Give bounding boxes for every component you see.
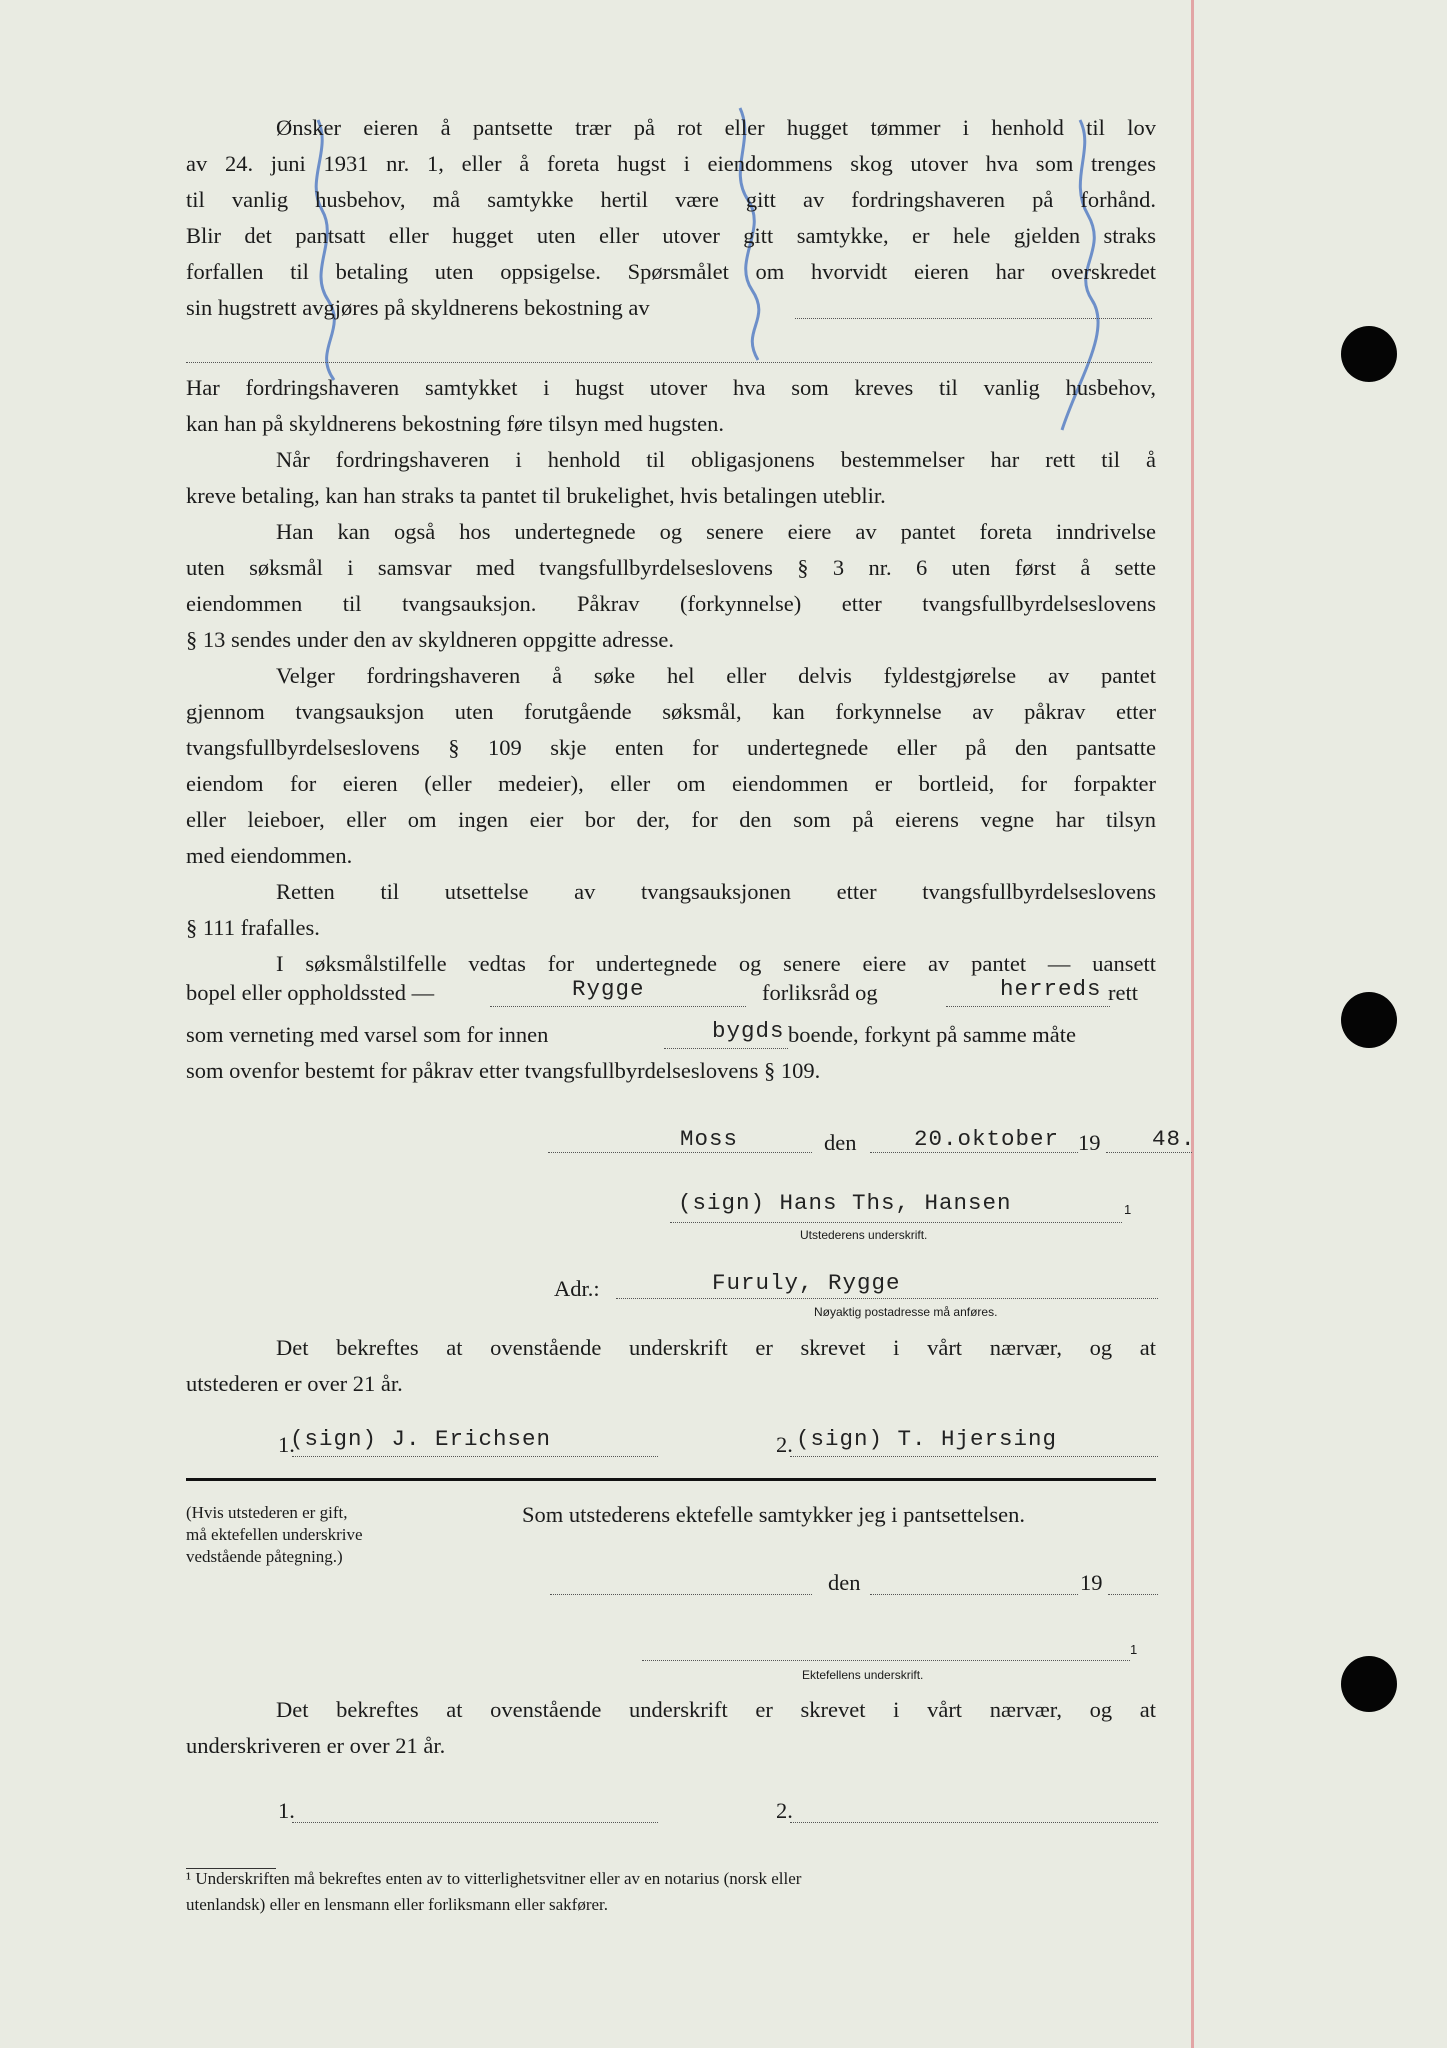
text-line: Velger fordringshaveren å søke hel eller delvis fyldestgjørelse av pantet <box>276 663 1156 688</box>
note-line: vedstående påtegning.) <box>186 1547 343 1566</box>
spouse-consent-text: Som utstederens ektefelle samtykker jeg i pantsettelsen. <box>522 1502 1025 1527</box>
dotted-fill-line <box>1108 1594 1158 1595</box>
signature-line <box>790 1456 1158 1457</box>
spouse-signature-caption: Ektefellens underskrift. <box>802 1668 924 1682</box>
text-line: eller leieboer, eller om ingen eier bor der, for den som på eierens vegne har tilsyn <box>186 807 1156 832</box>
venue-line3: som ovenfor bestemt for påkrav etter tvangsfullbyrdelseslovens § 109. <box>186 1058 821 1083</box>
witness-1-signature: (sign) J. Erichsen <box>290 1426 552 1452</box>
footnote <box>186 1866 1156 1918</box>
dotted-fill-line <box>1106 1152 1192 1153</box>
dotted-fill-line <box>490 1006 746 1007</box>
dotted-fill-line <box>870 1594 1078 1595</box>
place-value: Moss <box>680 1126 739 1152</box>
dotted-fill-line <box>616 1298 1158 1299</box>
text-line: Har fordringshaveren samtykket i hugst utover hva som kreves til vanlig husbehov, <box>186 375 1156 400</box>
venue-court-value: Rygge <box>572 976 645 1002</box>
venue-line-end: rett <box>1108 980 1138 1005</box>
signature-line <box>292 1456 658 1457</box>
address-value: Furuly, Rygge <box>712 1270 901 1296</box>
footnote-line: ¹ Underskriften må bekreftes enten av to vitterlighetsvitner eller av en notarius (norsk eller <box>186 1869 802 1888</box>
text-line: Blir det pantsatt eller hugget uten eller utover gitt samtykke, er hele gjelden straks <box>186 223 1156 248</box>
text-line: Ønsker eieren å pantsette trær på rot eller hugget tømmer i henhold til lov <box>276 115 1156 140</box>
year-prefix: 19 <box>1078 1130 1101 1155</box>
paragraph-spouse-attestation <box>186 1692 1156 1764</box>
witness-1-number: 1. <box>278 1432 295 1457</box>
text-line: Han kan også hos undertegnede og senere eiere av pantet foreta inndrivelse <box>276 519 1156 544</box>
spouse-date-label: den <box>828 1570 861 1595</box>
text-line: eiendommen til tvangsauksjon. Påkrav (forkynnelse) etter tvangsfullbyrdelseslovens <box>186 591 1156 616</box>
text-line: med eiendommen. <box>186 843 353 868</box>
venue-herred-value: herreds <box>1000 976 1102 1002</box>
paragraph-witness-attestation <box>186 1330 1156 1402</box>
signature-line <box>292 1822 658 1823</box>
address-caption: Nøyaktig postadresse må anføres. <box>814 1305 998 1319</box>
note-line: må ektefellen underskrive <box>186 1525 363 1544</box>
footnote-marker: 1 <box>1130 1642 1138 1657</box>
paragraph-supervision <box>186 370 1156 442</box>
witness-2-number: 2. <box>776 1432 793 1457</box>
signature-line <box>790 1822 1158 1823</box>
year-value: 48. <box>1152 1126 1196 1152</box>
issuer-signature-value: (sign) Hans Ths, Hansen <box>678 1190 1012 1216</box>
issuer-signature-caption: Utstederens underskrift. <box>800 1228 928 1242</box>
dotted-fill-line <box>548 1152 812 1153</box>
text-line: eiendom for eieren (eller medeier), eller om eiendommen er bortleid, for forpakter <box>186 771 1156 796</box>
signature-line <box>670 1222 1122 1223</box>
venue-line2-label: som verneting med varsel som for innen <box>186 1022 549 1047</box>
text-line: Det bekreftes at ovenstående underskrift er skrevet i vårt nærvær, og at <box>276 1335 1156 1360</box>
signature-line <box>642 1660 1130 1661</box>
footnote-line: utenlandsk) eller en lensmann eller forliksmann eller sakfører. <box>186 1895 609 1914</box>
paragraph-enforcement <box>186 442 1156 982</box>
section-divider <box>186 1478 1156 1481</box>
text-line: uten søksmål i samsvar med tvangsfullbyrdelseslovens § 3 nr. 6 uten først å sette <box>186 555 1156 580</box>
spouse-year-prefix: 19 <box>1080 1570 1103 1595</box>
dotted-fill-line <box>795 318 1152 319</box>
dotted-fill-line <box>550 1594 812 1595</box>
footnote-marker: 1 <box>1124 1202 1132 1217</box>
venue-line-mid: forliksråd og <box>762 980 878 1005</box>
text-line: forfallen til betaling uten oppsigelse. Spørsmålet om hvorvidt eieren har overskredet <box>186 259 1156 284</box>
text-line: kan han på skyldnerens bekostning føre tilsyn med hugsten. <box>186 411 725 436</box>
text-line: § 13 sendes under den av skyldneren oppgitte adresse. <box>186 627 674 652</box>
text-line: Når fordringshaveren i henhold til obligasjonens bestemmelser har rett til å <box>276 447 1156 472</box>
text-line: av 24. juni 1931 nr. 1, eller å foreta hugst i eiendommens skog utover hva som trenges <box>186 151 1156 176</box>
note-line: (Hvis utstederen er gift, <box>186 1503 348 1522</box>
text-line: til vanlig husbehov, må samtykke hertil være gitt av fordringshaveren på forhånd. <box>186 187 1156 212</box>
text-line: utstederen er over 21 år. <box>186 1371 403 1396</box>
text-line: underskriveren er over 21 år. <box>186 1733 446 1758</box>
paragraph-logging <box>186 110 1156 326</box>
venue-bygd-value: bygds <box>712 1018 785 1044</box>
venue-line-label: bopel eller oppholdssted — <box>186 980 435 1005</box>
address-label: Adr.: <box>554 1276 600 1301</box>
text-line: I søksmålstilfelle vedtas for undertegnede og senere eiere av pantet — uansett <box>276 951 1156 976</box>
dotted-fill-line <box>664 1048 788 1049</box>
text-line: Retten til utsettelse av tvangsauksjonen etter tvangsfullbyrdelseslovens <box>276 879 1156 904</box>
witness-2-signature: (sign) T. Hjersing <box>796 1426 1058 1452</box>
date-label: den <box>824 1130 857 1155</box>
text-line: kreve betaling, kan han straks ta pantet til brukelighet, hvis betalingen uteblir. <box>186 483 886 508</box>
text-line: sin hugstrett avgjøres på skyldnerens bekostning av <box>186 295 650 320</box>
text-line: tvangsfullbyrdelseslovens § 109 skje enten for undertegnede eller på den pantsatte <box>186 735 1156 760</box>
text-line: gjennom tvangsauksjon uten forutgående søksmål, kan forkynnelse av påkrav etter <box>186 699 1156 724</box>
spouse-side-note <box>186 1502 486 1568</box>
text-line: Det bekreftes at ovenstående underskrift er skrevet i vårt nærvær, og at <box>276 1697 1156 1722</box>
venue-line2-end: boende, forkynt på samme måte <box>788 1022 1077 1047</box>
text-line: § 111 frafalles. <box>186 915 320 940</box>
dotted-fill-line <box>870 1152 1078 1153</box>
spouse-witness-2-number: 2. <box>776 1798 793 1823</box>
dotted-fill-line <box>186 362 1152 363</box>
spouse-witness-1-number: 1. <box>278 1798 295 1823</box>
dotted-fill-line <box>946 1006 1110 1007</box>
date-value: 20.oktober <box>914 1126 1060 1152</box>
